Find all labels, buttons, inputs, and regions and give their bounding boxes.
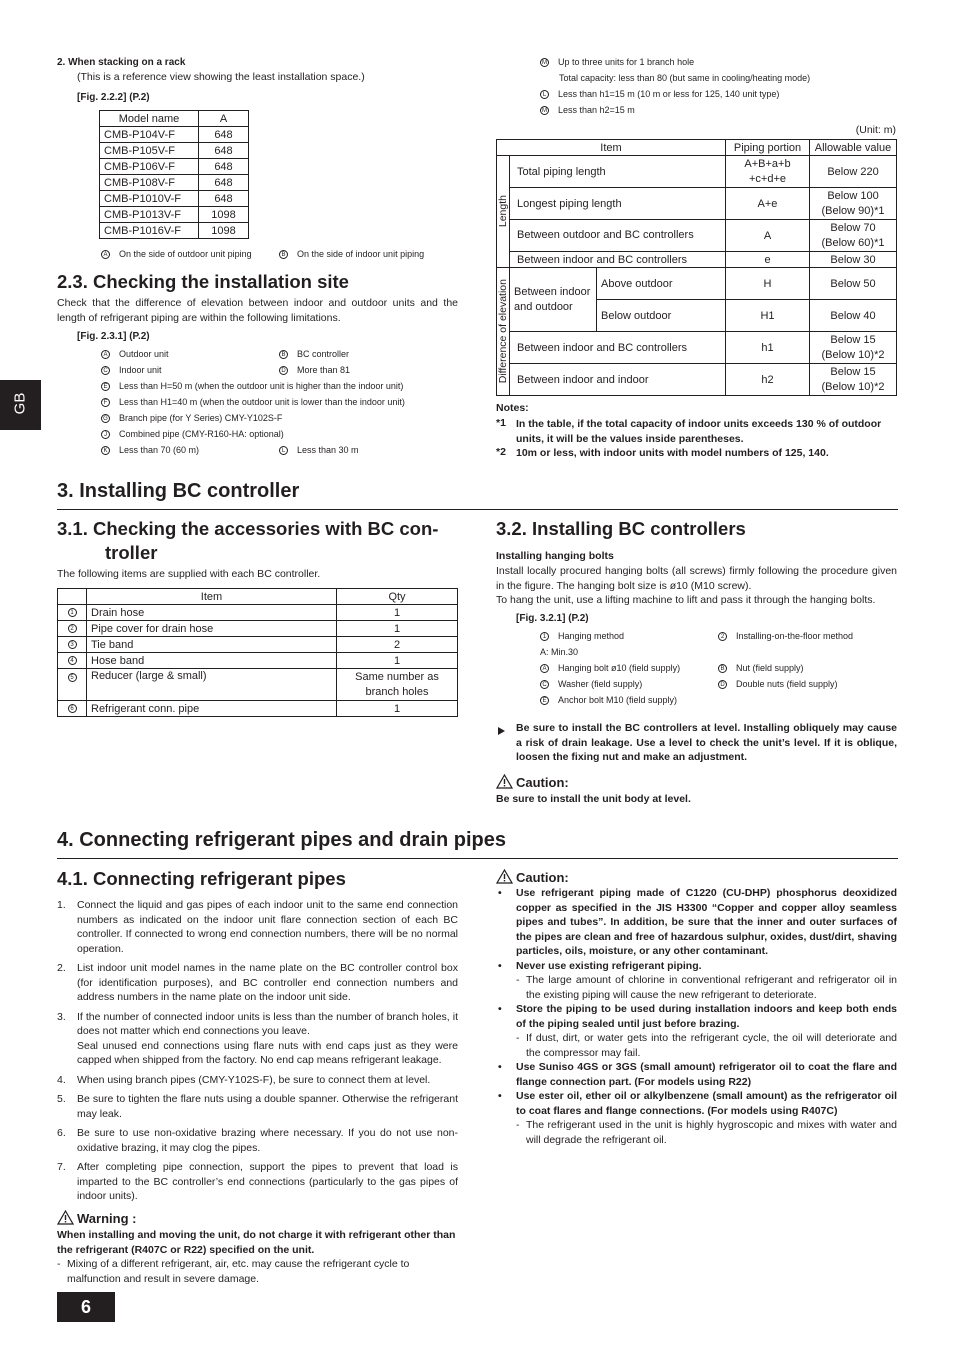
list-item	[57, 961, 458, 1005]
legend-item	[540, 102, 635, 118]
legend-text: Indoor unit	[119, 365, 162, 375]
model-cell: CMB-P1016V-F	[100, 223, 199, 239]
table-row	[100, 127, 249, 143]
rack-fig-ref: [Fig. 2.2.2] (P.2)	[77, 92, 150, 103]
sub-item-cell: Below outdoor	[597, 300, 726, 332]
table-row	[100, 143, 249, 159]
legend-text: Less than h1=15 m (10 m or less for 125, 140 unit type)	[558, 89, 780, 99]
legend-text: More than 81	[297, 365, 351, 375]
marker-icon: 1	[540, 632, 549, 641]
number-icon: 3	[68, 640, 77, 649]
step-number: 7.	[57, 1161, 66, 1173]
model-cell: CMB-P1013V-F	[100, 207, 199, 223]
portion-cell: A+e	[726, 188, 810, 220]
group-length	[497, 156, 510, 268]
item-cell: Hose band	[87, 653, 337, 669]
table-row	[100, 223, 249, 239]
item-cell: Between indoor and BC controllers	[510, 332, 726, 364]
col-portion: Piping portion	[726, 140, 810, 156]
legend-item	[540, 628, 624, 644]
legend-item	[540, 676, 642, 692]
item-cell: Drain hose	[87, 605, 337, 621]
section-3-2-fig-ref: [Fig. 3.2.1] (P.2)	[516, 613, 589, 624]
marker-icon: D	[718, 680, 727, 689]
col-qty: Qty	[337, 589, 458, 605]
section-2-3-fig-ref: [Fig. 2.3.1] (P.2)	[77, 331, 150, 342]
language-tab-label: GB	[11, 392, 29, 415]
bullet: •	[498, 1003, 502, 1015]
step-text: If the number of connected indoor units is less than the number of branch holes, it does not matter which end connections you leave.	[77, 1010, 458, 1037]
language-tab	[0, 380, 41, 430]
table-row	[497, 156, 897, 188]
legend-text: Less than 30 m	[297, 445, 359, 455]
marker-icon: L	[279, 446, 288, 455]
caution-sub	[516, 1031, 897, 1060]
rack-col-a: A	[199, 111, 249, 127]
step-text: After completing pipe connection, support the pipes to prevent that load is imparted to the BC controller’s end connections (particularly to the gas pipes of indoor units).	[77, 1161, 458, 1202]
sub-item-cell: Above outdoor	[597, 268, 726, 300]
marker-icon: C	[540, 680, 549, 689]
table-row	[58, 653, 458, 669]
legend-text: On the side of outdoor unit piping	[119, 249, 252, 259]
legend-text: Outdoor unit	[119, 349, 169, 359]
section-3-2-body: Install locally procured hanging bolts (all screws) firmly following the procedure given in the figure. The hanging bolt size is ø10 (M10 screw).	[496, 565, 897, 592]
step-number: 3.	[57, 1010, 66, 1023]
legend-item	[540, 692, 677, 708]
list-item	[57, 1160, 458, 1204]
list-item	[57, 1126, 458, 1155]
piping-limits-table	[496, 139, 897, 396]
legend-text: Less than 70 (60 m)	[119, 445, 200, 455]
table-row	[497, 188, 897, 220]
warning-triangle-icon	[496, 869, 513, 887]
step-text: When using branch pipes (CMY-Y102S-F), be sure to connect them at level.	[77, 1073, 431, 1086]
legend-item	[101, 410, 282, 426]
legend-item	[540, 54, 694, 70]
marker-icon: A	[540, 664, 549, 673]
arrow-bullet-icon	[497, 723, 506, 741]
caution-item-text: Use Suniso 4GS or 3GS (small amount) refrigerator oil to coat the flare and flange connection part. (For models using R22)	[516, 1061, 897, 1088]
table-row	[497, 252, 897, 268]
qty-cell: 2	[337, 637, 458, 653]
marker-icon: B	[718, 664, 727, 673]
item-cell: Tie band	[87, 637, 337, 653]
bullet: •	[498, 959, 502, 972]
legend-text: Nut (field supply)	[736, 663, 804, 673]
legend-item	[101, 362, 162, 378]
rack-legend-a	[101, 246, 252, 262]
dash-bullet: -	[516, 1032, 520, 1044]
rack-col-model: Model name	[100, 111, 199, 127]
table-row	[58, 605, 458, 621]
caution-item-text: Use ester oil, ether oil or alkylbenzene (small amount) as the refrigerator oil to coat flares and flange connections. (For models using R407C)	[516, 1090, 897, 1117]
item-cell: Refrigerant conn. pipe	[87, 701, 337, 717]
qty-cell: Same number as branch holes	[337, 669, 458, 701]
legend-item	[540, 86, 779, 102]
marker-icon: C	[101, 366, 110, 375]
portion-cell: h2	[726, 364, 810, 396]
col-value: Allowable value	[810, 140, 897, 156]
warning-subtext	[57, 1257, 458, 1286]
legend-text: Hanging bolt ø10 (field supply)	[558, 663, 681, 673]
step-number: 1.	[57, 899, 66, 911]
note-mark: *1	[496, 417, 506, 429]
legend-text: Branch pipe (for Y Series) CMY-Y102S-F	[119, 413, 283, 423]
steps-list	[57, 898, 458, 1209]
caution-item-text: Store the piping to be used during installation indoors and keep both ends of the piping sealed until just before brazing.	[516, 1003, 897, 1030]
legend-text: Double nuts (field supply)	[736, 679, 838, 689]
col-num	[58, 589, 87, 605]
legend-item	[101, 442, 199, 458]
item-cell: Between indoor and indoor	[510, 364, 726, 396]
rack-legend-b	[279, 246, 424, 262]
value-cell: 648	[199, 127, 249, 143]
legend-text: Installing-on-the-floor method	[736, 631, 854, 641]
section-4-rule	[57, 858, 898, 859]
caution-item-text: Use refrigerant piping made of C1220 (CU-DHP) phosphorus deoxidized copper as specified in the JIS H3300 “Copper and copper alloy seamless pipes and tubes”. In addition, be sure that the inner and outer surfaces of the pipes are clean and free of hazardous sulphur, oxides, dust/dirt, shaving particles, oils, moisture, or any other contaminant.	[516, 887, 897, 957]
value-cell: Below 70 (Below 60)*1	[810, 220, 897, 252]
step-text: Be sure to tighten the flare nuts using a double spanner. Otherwise the refrigerant may leak.	[77, 1093, 458, 1120]
note-mark: *2	[496, 446, 506, 458]
step-number: 2.	[57, 962, 66, 974]
marker-icon: D	[279, 366, 288, 375]
legend-item	[279, 442, 359, 458]
legend-item	[101, 394, 405, 410]
marker-icon: J	[101, 430, 110, 439]
item-cell: Between outdoor and BC controllers	[510, 220, 726, 252]
marker-icon: E	[101, 382, 110, 391]
marker-icon: A	[101, 350, 110, 359]
value-cell: 648	[199, 191, 249, 207]
legend-item	[718, 628, 853, 644]
marker-icon: M	[542, 60, 547, 67]
section-4-title: 4. Connecting refrigerant pipes and drain pipes	[57, 829, 506, 851]
table-row	[100, 175, 249, 191]
legend-item	[718, 676, 838, 692]
table-row	[100, 207, 249, 223]
portion-cell: h1	[726, 332, 810, 364]
value-cell: Below 30	[810, 252, 897, 268]
caution-sub	[516, 973, 897, 1002]
qty-cell: 1	[337, 653, 458, 669]
caution-label: Caution:	[516, 775, 569, 790]
unit-label: (Unit: m)	[855, 124, 896, 136]
model-cell: CMB-P104V-F	[100, 127, 199, 143]
table-row	[58, 637, 458, 653]
item-cell: Between indoor and BC controllers	[510, 252, 726, 268]
caution-sub-text: The refrigerant used in the unit is highly hygroscopic and mixes with water and will degrade the refrigerant oil.	[526, 1119, 897, 1146]
group-elevation	[497, 268, 510, 396]
dash-bullet: -	[57, 1258, 61, 1270]
item-cell: Total piping length	[510, 156, 726, 188]
section-3-1-title: 3.1. Checking the accessories with BC con-	[57, 518, 439, 539]
step-number: 4.	[57, 1073, 66, 1086]
page-number-box	[57, 1292, 115, 1322]
legend-text: Less than H1=40 m (when the outdoor unit is lower than the indoor unit)	[119, 397, 405, 407]
table-row	[497, 332, 897, 364]
marker-icon: 2	[718, 632, 727, 641]
model-cell: CMB-P105V-F	[100, 143, 199, 159]
col-item: Item	[87, 589, 337, 605]
qty-cell: 1	[337, 605, 458, 621]
section-3-title: 3. Installing BC controller	[57, 480, 300, 502]
section-3-2-title: 3.2. Installing BC controllers	[496, 518, 746, 539]
model-cell: CMB-P1010V-F	[100, 191, 199, 207]
value-cell: Below 15 (Below 10)*2	[810, 332, 897, 364]
group-label: Difference of elevation	[497, 279, 509, 384]
list-item	[496, 886, 897, 959]
number-icon: 1	[68, 608, 77, 617]
value-cell: 648	[199, 175, 249, 191]
step-number: 6.	[57, 1127, 66, 1139]
legend-text: On the side of indoor unit piping	[297, 249, 425, 259]
marker-icon: E	[540, 696, 549, 705]
list-item	[57, 898, 458, 956]
dash-bullet: -	[516, 974, 520, 986]
step-number: 5.	[57, 1093, 66, 1105]
legend-item	[101, 426, 284, 442]
item-cell: Between indoor and outdoor	[510, 268, 597, 332]
legend-item	[101, 346, 169, 362]
group-label: Length	[497, 195, 509, 228]
portion-cell: A+B+a+b +c+d+e	[726, 156, 810, 188]
caution-heading	[496, 774, 569, 792]
caution-label: Caution:	[516, 870, 569, 885]
legend-item	[101, 378, 403, 394]
legend-text: Less than H=50 m (when the outdoor unit is higher than the indoor unit)	[119, 381, 404, 391]
marker-icon: M	[542, 108, 547, 115]
legend-text: BC controller	[297, 349, 350, 359]
table-row	[497, 220, 897, 252]
step-text: Seal unused end connections using flare nuts with end caps just as they were capped when shipped from the factory. No end cap means refrigerant leakage.	[77, 1039, 458, 1066]
rack-note: (This is a reference view showing the least installation space.)	[77, 71, 365, 83]
col-item: Item	[497, 140, 726, 156]
marker-icon: A	[101, 250, 110, 259]
list-item	[496, 1002, 897, 1060]
step-text: List indoor unit model names in the name plate on the BC controller control box (for identification purposes), and BC controller end connection numbers and address numbers in the name plate on the indoor unit side.	[77, 962, 458, 1003]
marker-icon: K	[101, 446, 110, 455]
legend-item	[718, 660, 804, 676]
table-row	[58, 669, 458, 701]
list-item	[496, 1060, 897, 1089]
bullet: •	[498, 1061, 502, 1073]
value-cell: 648	[199, 159, 249, 175]
warning-label: Warning :	[77, 1211, 137, 1226]
caution-sub	[516, 1118, 897, 1147]
value-cell: Below 15 (Below 10)*2	[810, 364, 897, 396]
marker-icon: L	[540, 90, 549, 99]
caution-list	[496, 886, 897, 1147]
list-item	[57, 1073, 458, 1088]
value-cell: 1098	[199, 207, 249, 223]
portion-cell: H1	[726, 300, 810, 332]
legend-text: Total capacity: less than 80 (but same in cooling/heating mode)	[559, 73, 811, 83]
marker-icon: G	[101, 414, 110, 423]
item-cell: Longest piping length	[510, 188, 726, 220]
table-row	[58, 701, 458, 717]
caution-text: Be sure to install the unit body at level.	[496, 793, 691, 805]
rack-table	[99, 110, 249, 239]
item-cell: Reducer (large & small)	[87, 669, 337, 701]
warning-triangle-icon	[57, 1210, 74, 1228]
section-3-2-body-2: To hang the unit, use a lifting machine to lift and pass it through the hanging bolts.	[496, 594, 876, 606]
caution-heading-2	[496, 869, 569, 887]
warning-heading	[57, 1210, 136, 1228]
value-cell: 1098	[199, 223, 249, 239]
legend-text: Washer (field supply)	[558, 679, 643, 689]
caution-sub-text: The large amount of chlorine in conventional refrigerant and refrigerator oil in the existing piping will cause the new refrigerant to deteriorate.	[526, 974, 897, 1001]
accessories-table	[57, 588, 458, 717]
qty-cell: 1	[337, 621, 458, 637]
section-2-3-body: Check that the difference of elevation between indoor and outdoor units and the length of refrigerant piping are within the following limitations.	[57, 297, 458, 324]
legend-text: A: Min.30	[540, 647, 579, 657]
note-text: 10m or less, with indoor units with model numbers of 125, 140.	[516, 447, 829, 459]
list-item	[57, 1092, 458, 1121]
item-cell: Pipe cover for drain hose	[87, 621, 337, 637]
warning-sub-text: Mixing of a different refrigerant, air, etc. may cause the refrigerant cycle to malfunction and result in severe damage.	[67, 1258, 410, 1285]
rack-heading: 2. When stacking on a rack	[57, 57, 186, 68]
list-item	[57, 1010, 458, 1068]
section-3-2-subhead: Installing hanging bolts	[496, 550, 614, 562]
portion-cell: e	[726, 252, 810, 268]
legend-text: Anchor bolt M10 (field supply)	[558, 695, 678, 705]
page-number: 6	[80, 1297, 91, 1317]
list-item	[496, 959, 897, 1003]
table-row	[100, 191, 249, 207]
marker-icon: B	[279, 350, 288, 359]
table-row	[497, 268, 897, 300]
legend-item	[279, 362, 350, 378]
number-icon: 6	[68, 704, 77, 713]
legend-text: Combined pipe (CMY-R160-HA: optional)	[119, 429, 284, 439]
legend-item	[279, 346, 349, 362]
step-text: Be sure to use non-oxidative brazing where necessary. If you do not use non-oxidative brazing, it may clog the pipes.	[77, 1127, 458, 1154]
model-cell: CMB-P106V-F	[100, 159, 199, 175]
value-cell: Below 100 (Below 90)*1	[810, 188, 897, 220]
value-cell: Below 50	[810, 268, 897, 300]
table-row	[497, 364, 897, 396]
legend-text: Up to three units for 1 branch hole	[558, 57, 695, 67]
section-4-1-title: 4.1. Connecting refrigerant pipes	[57, 868, 346, 889]
table-row	[100, 159, 249, 175]
legend-item	[540, 660, 680, 676]
notes-title: Notes:	[496, 402, 529, 414]
bullet: •	[498, 1090, 502, 1102]
warning-triangle-icon	[496, 774, 513, 792]
number-icon: 4	[68, 656, 77, 665]
portion-cell: A	[726, 220, 810, 252]
legend-text: Hanging method	[558, 631, 625, 641]
section-3-rule	[57, 509, 898, 510]
portion-cell: H	[726, 268, 810, 300]
marker-icon: F	[101, 398, 110, 407]
legend-text: Less than h2=15 m	[558, 105, 635, 115]
value-cell: Below 220	[810, 156, 897, 188]
bullet: •	[498, 887, 502, 899]
section-2-3-title: 2.3. Checking the installation site	[57, 271, 349, 292]
level-install-note: Be sure to install the BC controllers at level. Installing obliquely may cause a risk of drain leakage. Use a level to check the unit’s level. If it is oblique, loosen the fixing nut and make an adjustment.	[516, 722, 897, 763]
qty-cell: 1	[337, 701, 458, 717]
caution-sub-text: If dust, dirt, or water gets into the refrigerant cycle, the oil will deteriorate and the compressor may fail.	[526, 1032, 897, 1059]
caution-item-text: Never use existing refrigerant piping.	[516, 959, 702, 972]
model-cell: CMB-P108V-F	[100, 175, 199, 191]
legend-item	[540, 644, 578, 660]
section-3-1-body: The following items are supplied with each BC controller.	[57, 568, 321, 580]
value-cell: Below 40	[810, 300, 897, 332]
warning-text: When installing and moving the unit, do not charge it with refrigerant other than the refrigerant (R407C or R22) specified on the unit.	[57, 1229, 456, 1256]
section-3-1-title-cont: troller	[105, 542, 158, 563]
value-cell: 648	[199, 143, 249, 159]
note-text: In the table, if the total capacity of indoor units exceeds 130 % of outdoor units, it will be the values inside parentheses.	[516, 418, 882, 445]
number-icon: 5	[68, 673, 77, 682]
table-row	[58, 621, 458, 637]
dash-bullet: -	[516, 1119, 520, 1131]
list-item	[496, 1089, 897, 1147]
number-icon: 2	[68, 624, 77, 633]
step-text: Connect the liquid and gas pipes of each indoor unit to the same end connection numbers as indicated on the indoor unit flare connection section of each BC controller. If connected to wrong end connection numbers, there will be no normal operation.	[77, 899, 458, 955]
marker-icon: B	[279, 250, 288, 259]
legend-item	[559, 70, 810, 86]
